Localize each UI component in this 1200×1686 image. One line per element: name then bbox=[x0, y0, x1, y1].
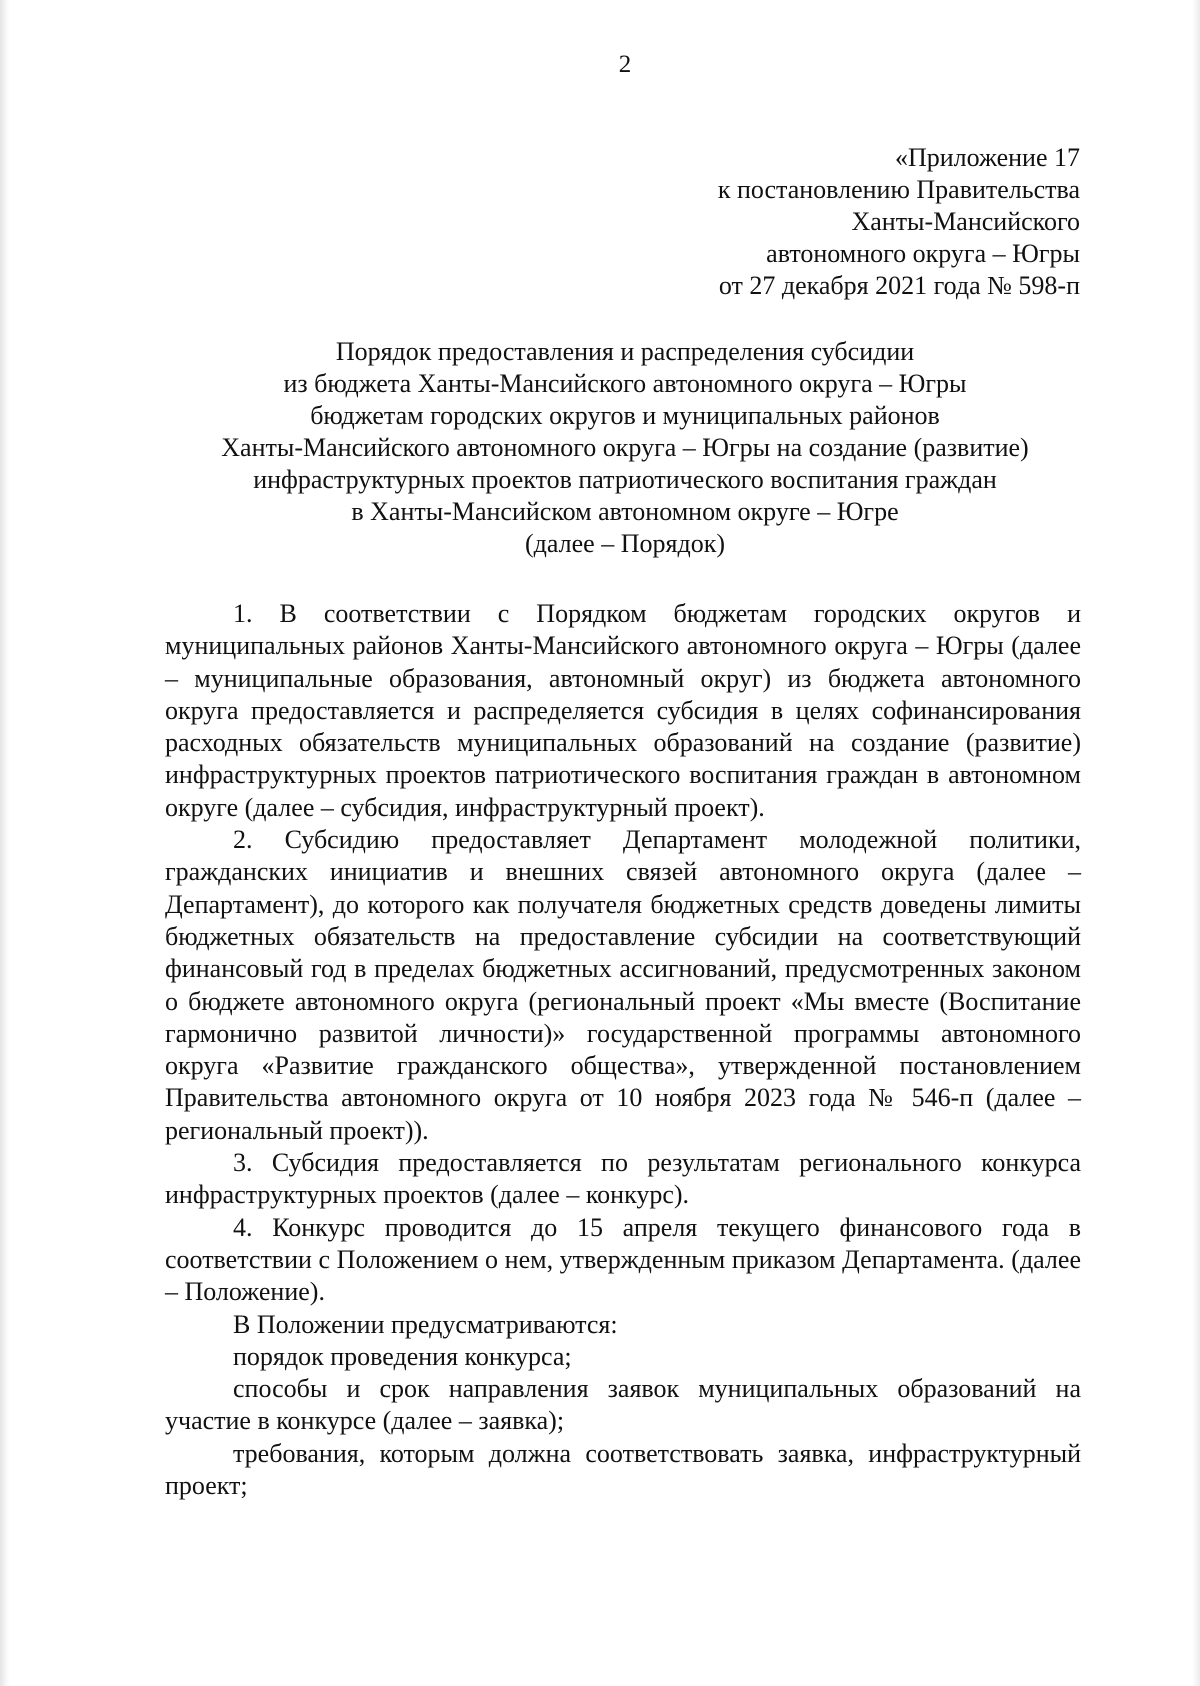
paragraph-2: 2. Субсидию предоставляет Департамент молодежной политики, гражданских инициатив и внешних связей автономного округа (далее – Департамент), до которого как получателя бюджетных средств доведены лимиты бюджетных обязательств на предоставление субсидии на соответствующий финансовый год в пределах бюджетных ассигнований, предусмотренных законом о бюджете автономного округа (региональный проект «Мы вместе (Воспитание гармонично развитой личности)» государственной программы автономного округа «Развитие гражданского общества», утвержденной постановлением Правительства автономного округа от 10 ноября 2023 года № 546-п (далее – региональный проект)). bbox=[165, 825, 1081, 1145]
appendix-line: Ханты-Мансийского bbox=[851, 207, 1080, 236]
list-item-applications: способы и срок направления заявок муниципальных образований на участие в конкурсе (далее – заявка); bbox=[165, 1374, 1081, 1436]
paragraph-provisions-intro: В Положении предусматриваются: bbox=[233, 1309, 618, 1339]
appendix-line: автономного округа – Югры bbox=[766, 239, 1080, 268]
scan-edge-left bbox=[0, 0, 10, 1686]
scan-edge-right bbox=[1192, 0, 1200, 1686]
appendix-line: от 27 декабря 2021 года № 598-п bbox=[718, 271, 1080, 300]
title-line: Ханты-Мансийского автономного округа – Югры на создание (развитие) bbox=[221, 433, 1029, 462]
appendix-line: к постановлению Правительства bbox=[717, 175, 1080, 204]
paragraph-3: 3. Субсидия предоставляется по результатам регионального конкурса инфраструктурных проектов (далее – конкурс). bbox=[165, 1148, 1081, 1210]
document-title bbox=[140, 336, 1110, 560]
paragraph-4: 4. Конкурс проводится до 15 апреля текущего финансового года в соответствии с Положением о нем, утвержденным приказом Департамента. (далее – Положение). bbox=[165, 1212, 1081, 1307]
list-item-procedure: порядок проведения конкурса; bbox=[233, 1341, 572, 1371]
paragraph-1: 1. В соответствии с Порядком бюджетам городских округов и муниципальных районов Ханты-Мансийского автономного округа – Югры (далее – муниципальные образования, автономный округ) из бюджета автономного округа предоставляется и распределяется субсидия в целях софинансирования расходных обязательств муниципальных образований на создание (развитие) инфраструктурных проектов патриотического воспитания граждан в автономном округе (далее – субсидия, инфраструктурный проект). bbox=[165, 599, 1081, 822]
list-item-requirements: требования, которым должна соответствовать заявка, инфраструктурный проект; bbox=[165, 1438, 1081, 1501]
document-body bbox=[165, 598, 1081, 1502]
title-line: (далее – Порядок) bbox=[525, 529, 725, 558]
appendix-line: «Приложение 17 bbox=[894, 143, 1080, 172]
page-number: 2 bbox=[618, 51, 632, 78]
title-line: инфраструктурных проектов патриотического воспитания граждан bbox=[253, 465, 997, 494]
title-line: бюджетам городских округов и муниципальных районов bbox=[310, 401, 940, 430]
title-line: из бюджета Ханты-Мансийского автономного округа – Югры bbox=[283, 369, 967, 398]
appendix-reference bbox=[560, 142, 1080, 302]
title-line: Порядок предоставления и распределения субсидии bbox=[335, 337, 915, 366]
title-line: в Ханты-Мансийском автономном округе – Югре bbox=[351, 497, 899, 526]
